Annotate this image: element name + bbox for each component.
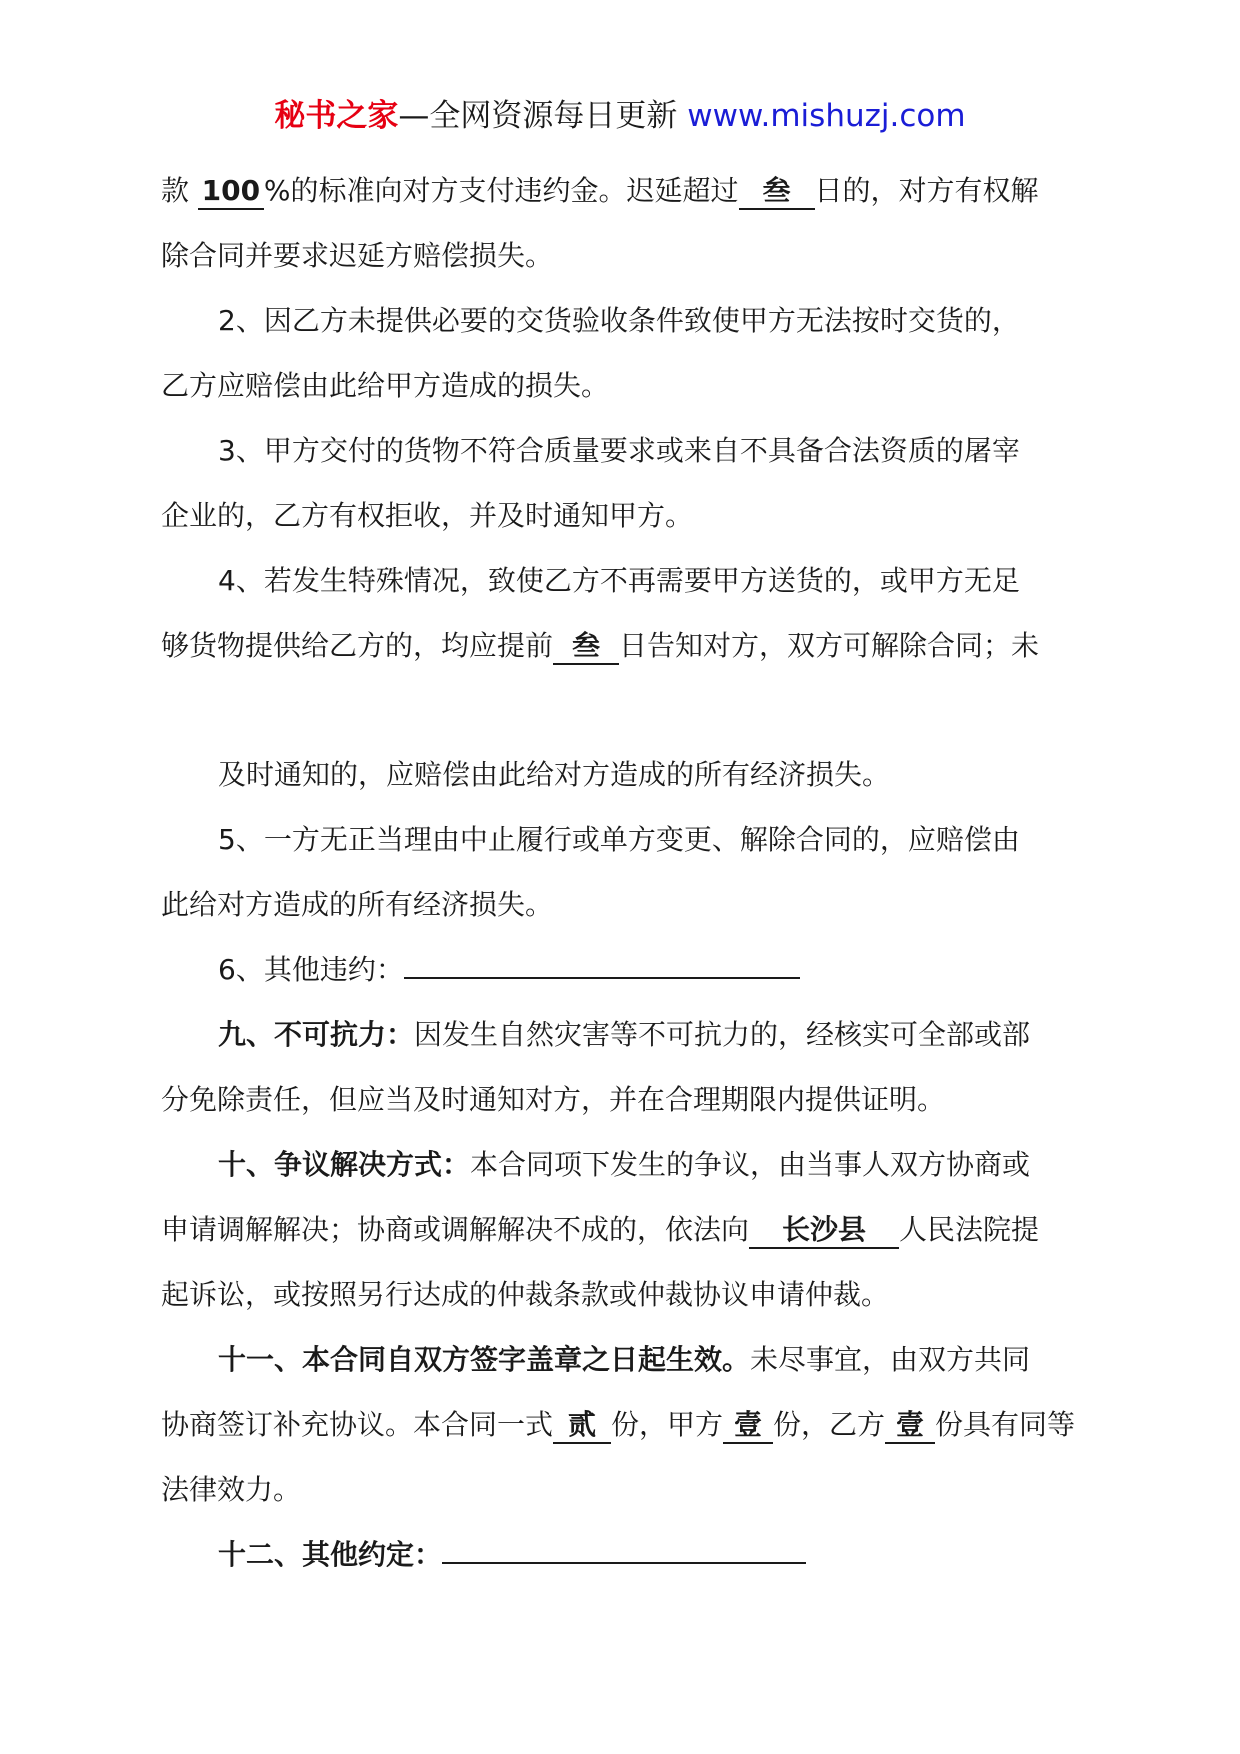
document-body [161,158,1079,1587]
header-slogan: —全网资源每日更新 [398,98,688,134]
site-url-link[interactable]: www.mishuzj.com [687,98,966,134]
site-header [0,96,1240,136]
clause-5: 5、一方无正当理由中止履行或单方变更、解除合同的，应赔偿由 [218,823,1020,856]
clause-2: 2、因乙方未提供必要的交货验收条件致使甲方无法按时交货的， [218,304,1020,337]
clause-6: 6、其他违约： [161,937,1079,1002]
paragraph-line: 起诉讼，或按照另行达成的仲裁条款或仲裁协议申请仲裁。 [161,1278,890,1311]
other-agreement-blank [442,1534,806,1564]
party-b-copies-field: 壹 [885,1408,935,1444]
paragraph-line: 企业的，乙方有权拒收，并及时通知甲方。 [161,499,694,532]
section-12-title: 十二、其他约定： [218,1538,443,1571]
delay-days-field: 叁 [739,174,815,210]
section-9-title: 九、不可抗力： [218,1018,415,1051]
section-11: 十一、本合同自双方签字盖章之日起生效。未尽事宜，由双方共同 [218,1343,1031,1376]
paragraph-line: 法律效力。 [161,1473,302,1506]
paragraph-line: 够货物提供给乙方的，均应提前 叁 日告知对方，双方可解除合同；未 [161,613,1079,678]
brand-name: 秘书之家 [274,98,399,134]
paragraph-line: 此给对方造成的所有经济损失。 [161,888,554,921]
paragraph-line: 协商签订补充协议。本合同一式 贰 份，甲方 壹 份，乙方 壹 份具有同等 [161,1392,1079,1457]
copies-field: 贰 [553,1408,611,1444]
clause-3: 3、甲方交付的货物不符合质量要求或来自不具备合法资质的屠宰 [218,434,1020,467]
section-10-title: 十、争议解决方式： [218,1148,471,1181]
paragraph-line: 分免除责任，但应当及时通知对方，并在合理期限内提供证明。 [161,1083,946,1116]
other-breach-blank [404,949,800,979]
section-11-title: 十一、本合同自双方签字盖章之日起生效。 [218,1343,751,1376]
clause-4: 4、若发生特殊情况，致使乙方不再需要甲方送货的，或甲方无足 [218,564,1020,597]
paragraph-line: 申请调解解决；协商或调解解决不成的，依法向 长沙县 人民法院提 [161,1197,1079,1262]
paragraph-line: 款 100 %的标准向对方支付违约金。迟延超过 叁 日的，对方有权解 [161,158,1079,223]
section-9: 九、不可抗力：因发生自然灾害等不可抗力的，经核实可全部或部 [218,1018,1031,1051]
paragraph-line: 除合同并要求迟延方赔偿损失。 [161,239,554,272]
section-12 [161,1522,1079,1587]
notice-days-field: 叁 [553,629,619,665]
penalty-percent-field: 100 [198,174,264,210]
section-10: 十、争议解决方式：本合同项下发生的争议，由当事人双方协商或 [218,1148,1031,1181]
party-a-copies-field: 壹 [723,1408,773,1444]
court-field: 长沙县 [749,1213,899,1249]
paragraph-line: 及时通知的，应赔偿由此给对方造成的所有经济损失。 [218,758,891,791]
paragraph-line: 乙方应赔偿由此给甲方造成的损失。 [161,369,610,402]
